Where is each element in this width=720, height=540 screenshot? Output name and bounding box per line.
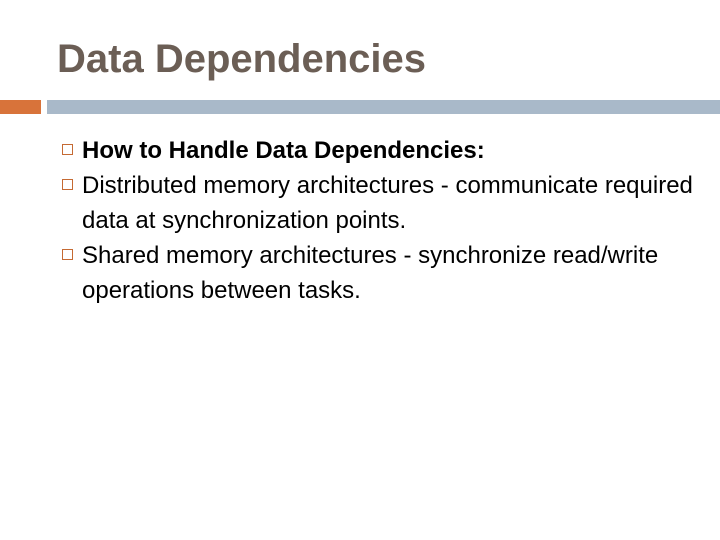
title-rule-bar: [47, 100, 720, 114]
bullet-text: How to Handle Data Dependencies:: [82, 137, 485, 164]
bullet-text: Distributed memory architectures - communicate required data at synchronization points.: [82, 172, 693, 234]
hollow-square-icon: [62, 179, 73, 190]
bullet-item-shared-memory: [0, 238, 720, 308]
bullet-item-distributed-memory: [0, 168, 720, 238]
slide-title: Data Dependencies: [57, 37, 427, 81]
hollow-square-icon: [62, 249, 73, 260]
bullet-text: Shared memory architectures - synchronize read/write operations between tasks.: [82, 242, 659, 304]
bullet-item-handle-dependencies: [0, 133, 720, 168]
bullet-list: [0, 133, 720, 308]
title-accent-bar: [0, 100, 41, 114]
hollow-square-icon: [62, 144, 73, 155]
